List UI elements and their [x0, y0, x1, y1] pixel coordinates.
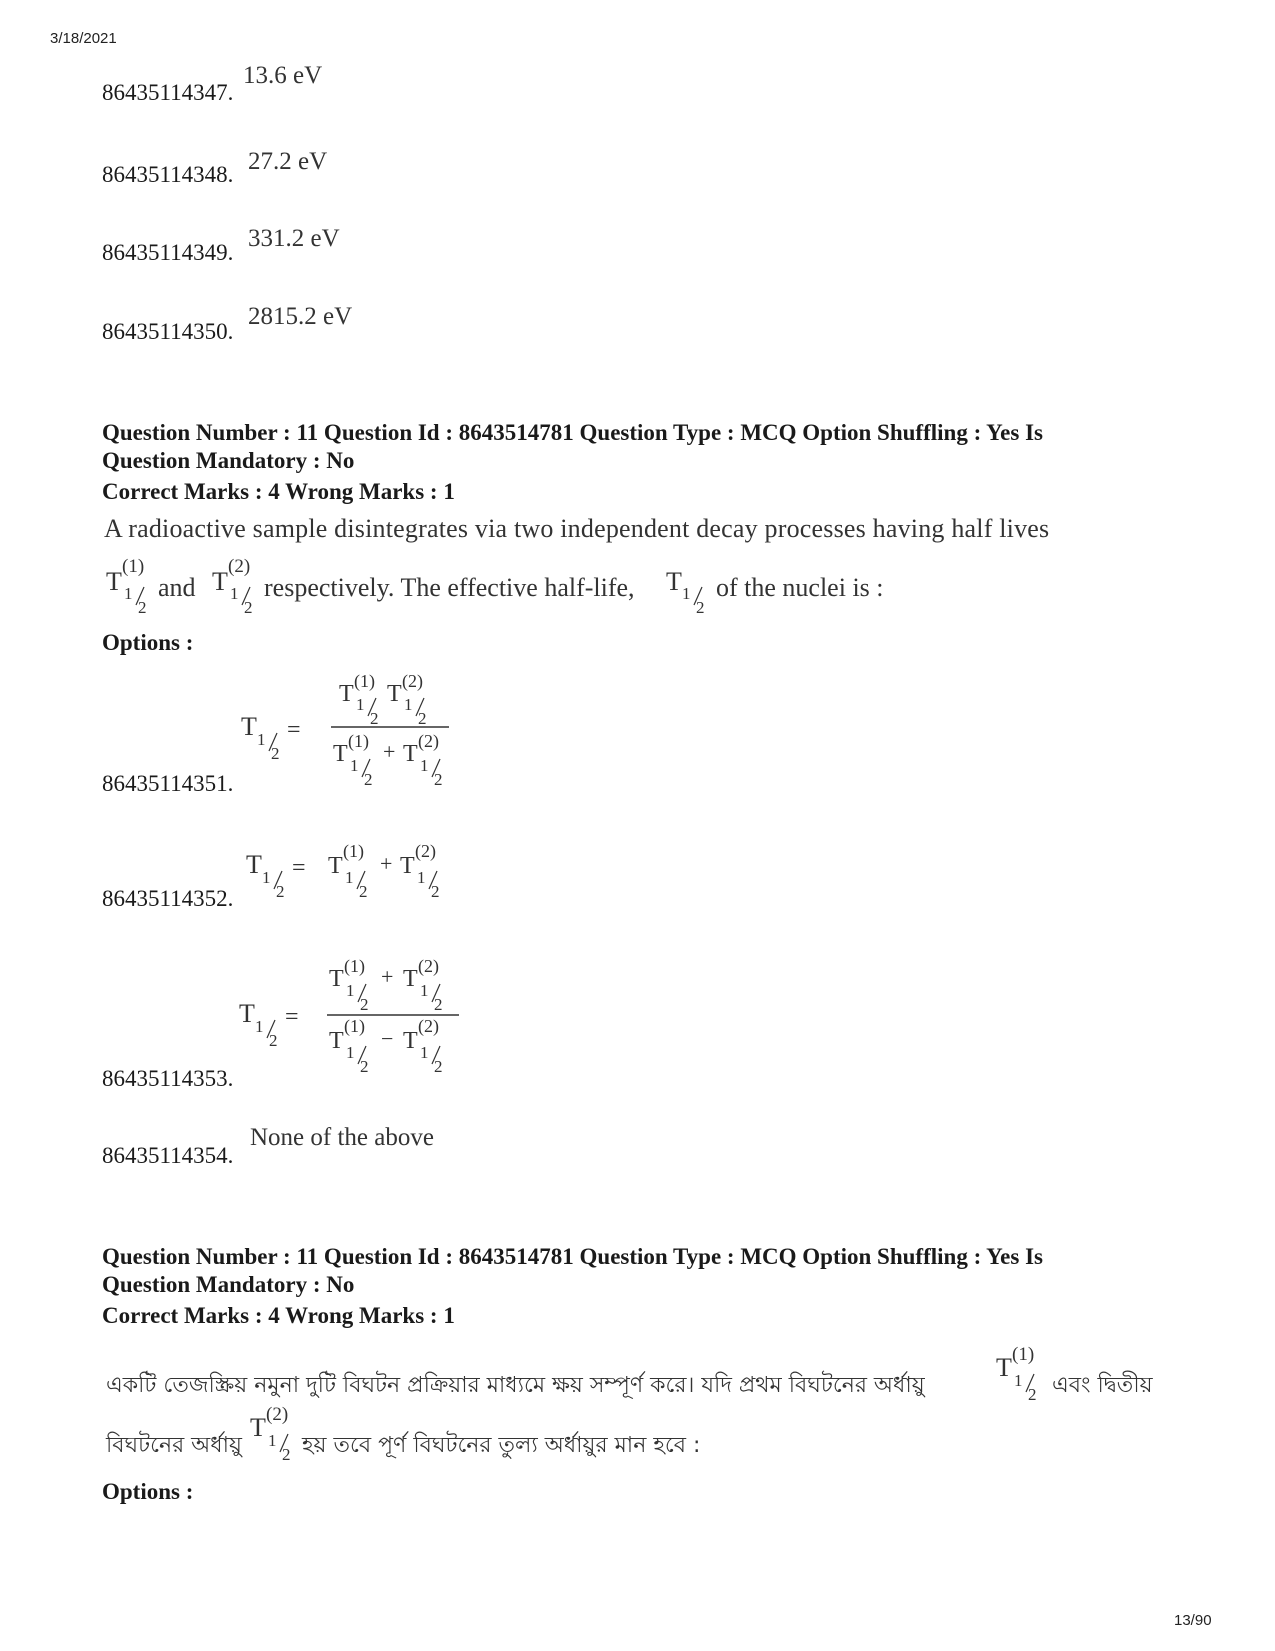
svg-text:T: T: [329, 1028, 344, 1054]
svg-text:(2): (2): [402, 671, 423, 691]
svg-text:(2): (2): [415, 841, 436, 861]
svg-text:(2): (2): [418, 731, 439, 751]
option-text: 27.2 eV: [248, 148, 328, 175]
option-id: 86435114348.: [102, 162, 234, 187]
end-text: of the nuclei is :: [716, 573, 884, 602]
svg-text:T: T: [403, 741, 418, 767]
svg-text:T: T: [403, 1028, 418, 1054]
question-text-bn-line1-end: এবং দ্বিতীয়: [1052, 1373, 1153, 1398]
option-id: 86435114351.: [102, 771, 234, 796]
option-id: 86435114347.: [102, 80, 234, 105]
svg-text:T: T: [387, 681, 402, 707]
option-id: 86435114352.: [102, 886, 234, 911]
options-label: Options :: [102, 1479, 194, 1504]
svg-text:T: T: [250, 1413, 266, 1442]
svg-text:T: T: [403, 966, 418, 992]
print-date: 3/18/2021: [50, 30, 117, 47]
marks-line: Correct Marks : 4 Wrong Marks : 1: [102, 1303, 455, 1328]
svg-text:=: =: [285, 1004, 299, 1030]
option-id: 86435114350.: [102, 319, 234, 344]
svg-text:(2): (2): [418, 956, 439, 976]
svg-text:−: −: [381, 1026, 394, 1051]
respectively-text: respectively. The effective half-life,: [264, 573, 635, 602]
option-text: 13.6 eV: [243, 62, 323, 89]
svg-text:+: +: [383, 739, 396, 764]
math-T: T: [106, 567, 122, 596]
option-formula-2: [240, 835, 470, 905]
math-half-life-2: [248, 1400, 298, 1466]
question-header-line2: Question Mandatory : No: [102, 448, 355, 473]
svg-text:(1): (1): [1012, 1344, 1035, 1365]
math-sup: (1): [122, 556, 145, 577]
svg-text:T: T: [328, 853, 343, 879]
math-T: T: [666, 567, 682, 596]
svg-text:T: T: [329, 966, 344, 992]
option-formula-3: [233, 948, 473, 1078]
svg-text:=: =: [292, 855, 306, 881]
question-header: [102, 1243, 1162, 1299]
math-half-life-1: [994, 1340, 1044, 1406]
svg-text:=: =: [287, 717, 301, 743]
svg-text:T: T: [996, 1353, 1012, 1382]
svg-text:+: +: [380, 851, 393, 876]
svg-text:+: +: [381, 964, 394, 989]
option-id: 86435114349.: [102, 240, 234, 265]
svg-text:(2): (2): [418, 1016, 439, 1036]
svg-text:(1): (1): [344, 956, 365, 976]
svg-text:(2): (2): [266, 1404, 289, 1425]
question-text-line2: [104, 552, 924, 622]
svg-text:(1): (1): [354, 671, 375, 691]
svg-text:T: T: [339, 681, 354, 707]
question-text-bn-line2-start: বিঘটনের অর্ধায়ু: [106, 1433, 242, 1458]
svg-text:T: T: [333, 741, 348, 767]
option-id: 86435114354.: [102, 1143, 234, 1168]
and-word: and: [158, 573, 196, 602]
option-text: 331.2 eV: [248, 225, 340, 252]
svg-text:(1): (1): [344, 1016, 365, 1036]
question-text-bn-line2-end: হয় তবে পূর্ণ বিঘটনের তুল্য অর্ধায়ুর মান হবে :: [302, 1433, 701, 1458]
page-number: 13/90: [1174, 1612, 1212, 1629]
question-header-line1: Question Number : 11 Question Id : 8643514781 Question Type : MCQ Option Shuffling : Yes Is: [102, 1244, 1043, 1269]
math-T: T: [212, 567, 228, 596]
option-text: 2815.2 eV: [248, 303, 353, 330]
question-text-bn-line1: একটি তেজস্ক্রিয় নমুনা দুটি বিঘটন প্রক্রিয়ার মাধ্যমে ক্ষয় সম্পূর্ণ করে। যদি প্রথম বিঘটনের অর্ধায়ু: [106, 1373, 925, 1398]
svg-text:T: T: [400, 853, 415, 879]
svg-text:(1): (1): [343, 841, 364, 861]
svg-text:(1): (1): [348, 731, 369, 751]
svg-text:T: T: [239, 999, 255, 1028]
question-text-line1: A radioactive sample disintegrates via two independent decay processes having half lives: [104, 514, 1050, 543]
marks-line: Correct Marks : 4 Wrong Marks : 1: [102, 479, 455, 504]
svg-text:T: T: [246, 850, 262, 879]
option-text: None of the above: [250, 1124, 434, 1151]
question-header-line2: Question Mandatory : No: [102, 1272, 355, 1297]
question-header: [102, 419, 1162, 475]
options-label: Options :: [102, 630, 194, 655]
svg-text:T: T: [241, 712, 257, 741]
question-header-line1: Question Number : 11 Question Id : 8643514781 Question Type : MCQ Option Shuffling : Yes Is: [102, 420, 1043, 445]
option-id: 86435114353.: [102, 1066, 234, 1091]
math-sup: (2): [228, 556, 251, 577]
option-formula-1: [235, 665, 475, 795]
